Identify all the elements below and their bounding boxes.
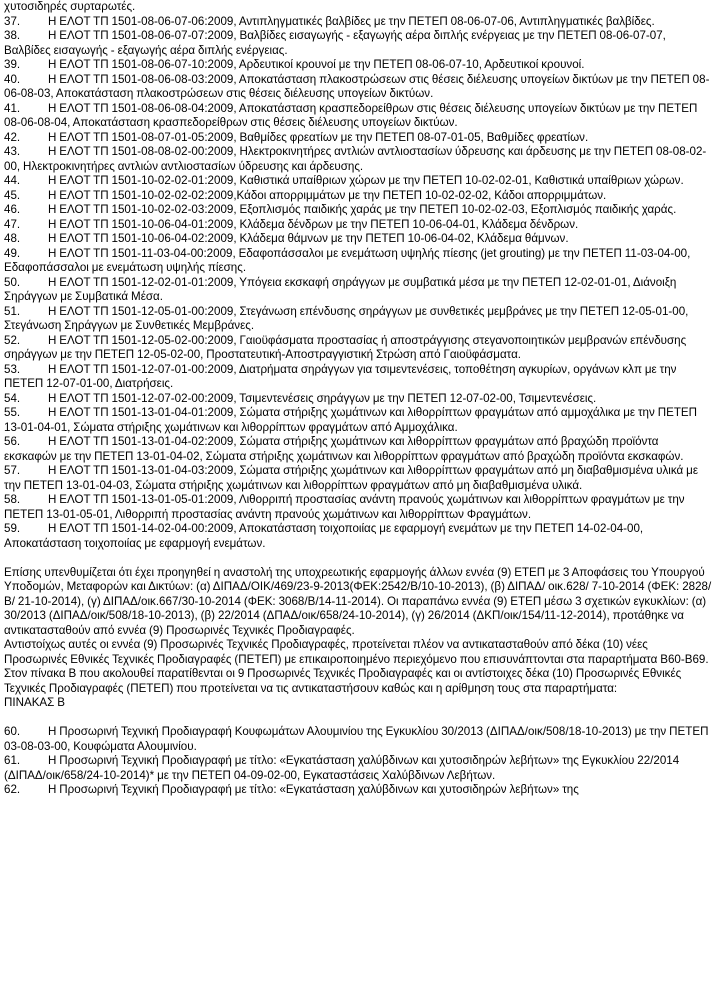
item-number: 51. [4, 304, 21, 318]
item-number: 44. [4, 174, 21, 187]
item-number: 54. [4, 391, 21, 405]
item-text: Η ΕΛΟΤ ΤΠ 1501-11-03-04-00:2009, Εδαφοπάσσαλοι με ενεμάτωση υψηλής πίεσης (jet grouting) με την ΠΕΤΕΠ 11-03-04-00, Εδαφοπάσσαλοι με ενεμάτωση υψηλής πίεσης. [4, 246, 691, 274]
spec-list-item [4, 392, 712, 407]
body-paragraph: Επίσης υπενθυμίζεται ότι έχει προηγηθεί η αναστολή της υποχρεωτικής εφαρμογής άλλων εννέα (9) ΕΤΕΠ με 3 Αποφάσεις του Υπουργού Υποδομών, Μεταφορών και Δικτύων: (α) ΔΙΠΑΔ/ΟΙΚ/469/23-9-2013(ΦΕΚ:2542/Β/10-10-2013), (β) ΔΙΠΑΔ/ οικ.628/ 7-10-2014 (ΦΕΚ: 2828/Β/ 21-10-2014), (γ) ΔΙΠΑΔ/οικ.667/30-10-2014 (ΦΕΚ: 3068/Β/14-11-2014). Οι παραπάνω εννέα (9) ΕΤΕΠ μέσω 3 σχετικών εγκυκλίων: (α) 30/2013 (ΔΙΠΑΔ/οικ/508/18-10-2013), (β) 22/2014 (ΔΠΑΔ/οικ/658/24-10-2014), (γ) 26/2014 (ΔΚΠ/οικ/154/11-12-2014), προτάθηκε να αντικατασταθούν από εννέα (9) Προσωρινές Τεχνικές Προδιαγραφές. [4, 565, 712, 637]
spec-list-item [4, 464, 712, 493]
spec-list-item [4, 247, 712, 276]
item-number: 62. [4, 783, 21, 796]
item-text: Η ΕΛΟΤ ΤΠ 1501-08-06-08-03:2009, Αποκατάσταση πλακοστρώσεων στις θέσεις διέλευσης υπογείων δικτύων με την ΠΕΤΕΠ 08-06-08-03, Αποκατάσταση πλακοστρώσεων στις θέσεις διέλευσης υπογείων δικτύων. [4, 72, 710, 100]
item-number: 37. [4, 14, 21, 28]
specification-list [4, 0, 712, 551]
item-text: Η ΕΛΟΤ ΤΠ 1501-13-01-04-01:2009, Σώματα στήριξης χωμάτινων και λιθορρίπτων φραγμάτων από αμμοχάλικα με την ΠΕΤΕΠ 13-01-04-01, Σώματα στήριξης χωμάτινων και λιθορρίπτων φραγμάτων από Αμμοχάλικα. [4, 406, 698, 434]
item-text: Η ΕΛΟΤ ΤΠ 1501-08-07-01-05:2009, Βαθμίδες φρεατίων με την ΠΕΤΕΠ 08-07-01-05, Βαθμίδες φρεατίων. [48, 130, 589, 144]
item-number: 59. [4, 522, 21, 535]
item-text: Η ΕΛΟΤ ΤΠ 1501-10-06-04-01:2009, Κλάδεμα δένδρων με την ΠΕΤΕΠ 10-06-04-01, Κλάδεμα δένδρων. [48, 217, 579, 231]
spec-list-item [4, 102, 712, 131]
item-number: 50. [4, 275, 21, 289]
spec-list-item [4, 73, 712, 102]
item-text: Η ΕΛΟΤ ΤΠ 1501-12-07-02-00:2009, Τσιμεντενέσεις σηράγγων με την ΠΕΤΕΠ 12-07-02-00, Τσιμεντενέσεις. [48, 391, 597, 405]
item-number: 46. [4, 203, 21, 216]
table-b-item [4, 754, 712, 783]
item-text: Η ΕΛΟΤ ΤΠ 1501-12-05-01-00:2009, Στεγάνωση επένδυσης σηράγγων με συνθετικές μεμβράνες με την ΠΕΤΕΠ 12-05-01-00, Στεγάνωση Σηράγγων με Συνθετικές Μεμβράνες. [4, 304, 689, 332]
item-text: Η ΕΛΟΤ ΤΠ 1501-12-07-01-00:2009, Διατρήματα σηράγγων για τσιμεντενέσεις, τοποθέτηση αγκυρίων, οργάνων κλπ με την ΠΕΤΕΠ 12-07-01-00, Διατρήσεις. [4, 362, 677, 390]
spec-list-item [4, 218, 712, 233]
spec-list-item [4, 15, 712, 30]
item-text: Η ΕΛΟΤ ΤΠ 1501-13-01-05-01:2009, Λιθορριπή προστασίας ανάντη πρανούς χωμάτινων και λιθορρίπτων φραγμάτων με την ΠΕΤΕΠ 13-01-05-01, Λιθορριπή προστασίας ανάντη πρανούς χωμάτινων και λιθορρίπτων Φραγμάτων. [4, 493, 685, 521]
item-number: 45. [4, 188, 21, 202]
item-text: Η ΕΛΟΤ ΤΠ 1501-08-06-07-06:2009, Αντιπληγματικές βαλβίδες με την ΠΕΤΕΠ 08-06-07-06, Αντιπληγματικές βαλβίδες. [48, 14, 655, 28]
item-number: 41. [4, 101, 21, 115]
item-number: 39. [4, 58, 21, 71]
item-text: Η ΕΛΟΤ ΤΠ 1501-12-05-02-00:2009, Γαιοϋφάσματα προστασίας ή αποστράγγισης στεγανοποιητικών μεμβρανών επένδυσης σηράγγων με την ΠΕΤΕΠ 12-05-02-00, Προστατευτική-Αποστραγγιστική Στρώση από Γαιοϋφάσματα. [4, 333, 687, 361]
body-paragraph: Αντιστοίχως αυτές οι εννέα (9) Προσωρινές Τεχνικές Προδιαγραφές, προτείνεται πλέον να αντικατασταθούν από δέκα (10) νέες Προσωρινές Εθνικές Τεχνικές Προδιαγραφές (ΠΕΤΕΠ) με επικαιροποιημένο περιεχόμενο που επισυνάπτονται στα παραρτήματα Β60-Β69. [4, 638, 709, 666]
item-text: Η Προσωρινή Τεχνική Προδιαγραφή Κουφωμάτων Αλουμινίου της Εγκυκλίου 30/2013 (ΔΙΠΑΔ/οικ/508/18-10-2013) με την ΠΕΤΕΠ 03-08-03-00, Κουφώματα Αλουμινίου. [4, 725, 709, 753]
spec-list-item [4, 493, 712, 522]
item-text: Η ΕΛΟΤ ΤΠ 1501-10-02-02-03:2009, Εξοπλισμός παιδικής χαράς με την ΠΕΤΕΠ 10-02-02-03, Εξοπλισμός παιδικής χαράς. [48, 203, 677, 216]
spec-list-item [4, 145, 712, 174]
table-b-list [4, 725, 712, 798]
spec-list-item [4, 58, 712, 73]
spec-list-item [4, 232, 712, 247]
spec-list-item [4, 435, 712, 464]
item-number: 60. [4, 725, 21, 738]
spec-list-item [4, 189, 712, 204]
spec-list-item [4, 522, 712, 551]
item-text: Η Προσωρινή Τεχνική Προδιαγραφή με τίτλο: «Εγκατάσταση χαλύβδινων και χυτοσιδηρών λεβήτων» της [48, 783, 579, 796]
table-b-item [4, 783, 712, 798]
item-text: Η ΕΛΟΤ ΤΠ 1501-08-06-07-10:2009, Αρδευτικοί κρουνοί με την ΠΕΤΕΠ 08-06-07-10, Αρδευτικοί κρουνοί. [48, 58, 585, 71]
item-text: Η ΕΛΟΤ ΤΠ 1501-14-02-04-00:2009, Αποκατάσταση τοιχοποιίας με εφαρμογή ενεμάτων με την ΠΕΤΕΠ 14-02-04-00, Αποκατάσταση τοιχοποιίας με εφαρμογή ενεμάτων. [4, 522, 644, 550]
spec-list-item [4, 131, 712, 146]
spec-list-item [4, 305, 712, 334]
body-paragraph: ΠΙΝΑΚΑΣ Β [4, 696, 65, 709]
item-text: Η ΕΛΟΤ ΤΠ 1501-10-02-02-01:2009, Καθιστικά υπαίθριων χώρων με την ΠΕΤΕΠ 10-02-02-01, Καθιστικά υπαίθριων χώρων. [48, 174, 684, 187]
item-number: 49. [4, 246, 21, 260]
spec-list-item [4, 174, 712, 189]
item-text: Η ΕΛΟΤ ΤΠ 1501-13-01-04-03:2009, Σώματα στήριξης χωμάτινων και λιθορρίπτων φραγμάτων από μη διαβαθμισμένα υλικά με την ΠΕΤΕΠ 13-01-04-03, Σώματα στήριξης χωμάτινων και λιθορρίπτων φραγμάτων από μη διαβαθμισμένα υλικά. [4, 464, 698, 492]
item-number: 43. [4, 145, 21, 158]
body-paragraphs [4, 566, 712, 711]
item-text: Η ΕΛΟΤ ΤΠ 1501-10-02-02-02:2009,Κάδοι απορριμμάτων με την ΠΕΤΕΠ 10-02-02-02, Κάδοι απορριμμάτων. [48, 188, 607, 202]
item-number: 42. [4, 130, 21, 144]
spec-list-item [4, 363, 712, 392]
item-text: Η Προσωρινή Τεχνική Προδιαγραφή με τίτλο: «Εγκατάσταση χαλύβδινων και χυτοσιδηρών λεβήτων» της Εγκυκλίου 22/2014 (ΔΙΠΑΔ/οικ/658/24-10-2014)* με την ΠΕΤΕΠ 04-09-02-00, Εγκαταστάσεις Χαλύβδινων Λεβήτων. [4, 754, 680, 782]
item-text: Η ΕΛΟΤ ΤΠ 1501-08-06-07-07:2009, Βαλβίδες εισαγωγής - εξαγωγής αέρα διπλής ενέργειας με την ΠΕΤΕΠ 08-06-07-07, Βαλβίδες εισαγωγής - εξαγωγής αέρα διπλής ενέργειας. [4, 29, 666, 57]
item-text: Η ΕΛΟΤ ΤΠ 1501-10-06-04-02:2009, Κλάδεμα θάμνων με την ΠΕΤΕΠ 10-06-04-02, Κλάδεμα θάμνων. [48, 232, 569, 245]
spec-list-item [4, 276, 712, 305]
item-number: 58. [4, 493, 21, 506]
item-number: 55. [4, 406, 21, 419]
item-text: Η ΕΛΟΤ ΤΠ 1501-12-02-01-01:2009, Υπόγεια εκσκαφή σηράγγων με συμβατικά μέσα με την ΠΕΤΕΠ 12-02-01-01, Διάνοιξη Σηράγγων με Συμβατικά Μέσα. [4, 275, 677, 303]
item-number: 52. [4, 333, 21, 347]
item-number: 61. [4, 754, 21, 767]
spacer [4, 551, 712, 566]
document-page [4, 0, 712, 798]
item-number: 57. [4, 464, 21, 477]
item-text: Η ΕΛΟΤ ΤΠ 1501-08-06-08-04:2009, Αποκατάσταση κρασπεδορείθρων στις θέσεις διέλευσης υπογείων δικτύων με την ΠΕΤΕΠ 08-06-08-04, Αποκατάσταση κρασπεδορείθρων στις θέσεις διέλευσης υπογείων δικτύων. [4, 101, 698, 129]
item-number: 48. [4, 232, 21, 245]
spec-list-item: χυτοσιδηρές συρταρωτές. [4, 0, 136, 13]
spec-list-item [4, 29, 712, 58]
item-text: Η ΕΛΟΤ ΤΠ 1501-13-01-04-02:2009, Σώματα στήριξης χωμάτινων και λιθορρίπτων φραγμάτων από βραχώδη προϊόντα εκσκαφών με την ΠΕΤΕΠ 13-01-04-02, Σώματα στήριξης χωμάτινων και λιθορρίπτων φραγμάτων από βραχώδη προϊόντα εκσκαφών. [4, 435, 684, 463]
item-text: Η ΕΛΟΤ ΤΠ 1501-08-08-02-00:2009, Ηλεκτροκινητήρες αντλιών αντλιοστασίων ύδρευσης και άρδευσης με την ΠΕΤΕΠ 08-08-02-00, Ηλεκτροκινητήρες αντλιών αντλιοστασίων ύδρευσης και άρδευσης. [4, 145, 707, 173]
spec-list-item [4, 203, 712, 218]
item-number: 38. [4, 29, 21, 42]
spec-list-item [4, 406, 712, 435]
body-paragraph: Στον πίνακα Β που ακολουθεί παρατίθενται οι 9 Προσωρινές Τεχνικές Προδιαγραφές και οι αντίστοιχες δέκα (10) Προσωρινές Εθνικές Τεχνικές Προδιαγραφές (ΠΕΤΕΠ) που προτείνεται να τις αντικαταστήσουν καθώς και η αρίθμηση τους στα παραρτήματα: [4, 667, 682, 695]
item-number: 47. [4, 217, 21, 231]
spacer [4, 711, 712, 726]
item-number: 53. [4, 362, 21, 376]
table-b-item [4, 725, 712, 754]
item-number: 40. [4, 72, 21, 86]
item-number: 56. [4, 435, 21, 448]
spec-list-item [4, 334, 712, 363]
